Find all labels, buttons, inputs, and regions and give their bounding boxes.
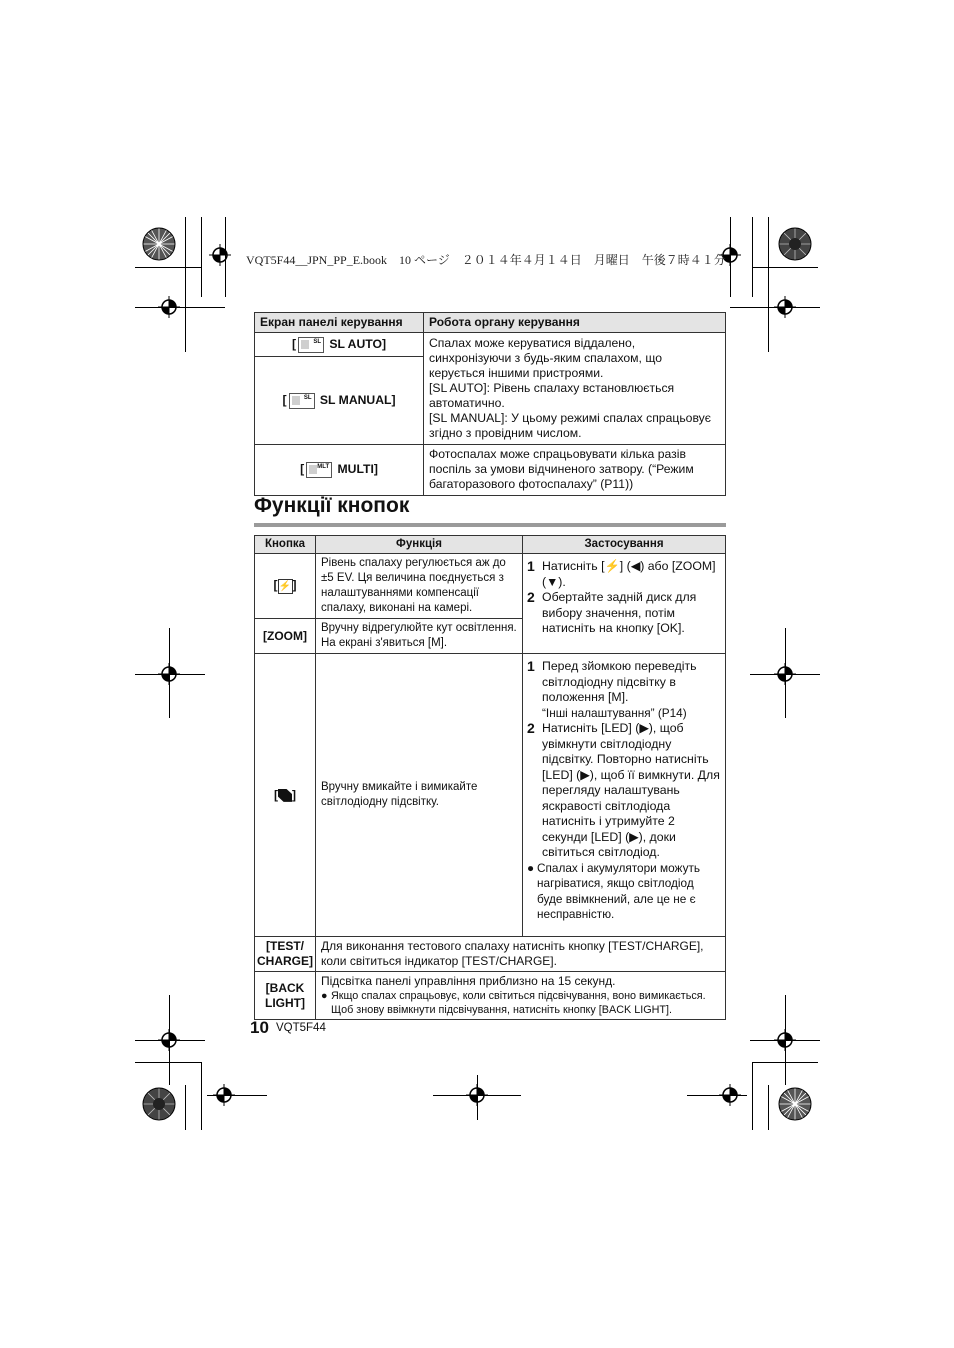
registration-mark-icon <box>719 1084 741 1106</box>
registration-mark-icon <box>774 663 796 685</box>
table-row <box>255 937 726 972</box>
note-bullet: ● Спалах і акумулятори можуть нагріватися, якщо світлодіод буде ввімкнений, але це не є несправністю. <box>527 860 701 921</box>
step-item: 1 Перед зйомкою переведіть світлодіодну підсвітку в положення [M]. “Інші налаштування” (P14) <box>527 658 697 720</box>
column-header: Робота органу керування <box>424 313 726 333</box>
section-title: Функції кнопок <box>254 494 410 517</box>
flash-function: Рівень спалаху регулюється аж до ±5 EV. Ця величина поєднується з налаштуваннями компенсації спалаху, виконані на камері. <box>316 554 523 619</box>
row-label-multi: [ MLT MULTI] <box>255 445 424 496</box>
starburst-target-icon <box>778 1087 812 1121</box>
column-header: Кнопка <box>255 536 316 554</box>
control-panel-table <box>254 312 726 496</box>
step-item: 2 Натисніть [LED] (▶), щоб увімкнути світлодіодну підсвітку. Повторно натисніть [LED] (▶), щоб її вимкнути. Для перегляду налаштувань яскравості світлодіода натисніть і утримуйте 2 секунди [LED] (▶), доки світиться світлодіод. <box>527 720 720 859</box>
column-header: Екран панелі керування <box>255 313 424 333</box>
row-label-sl-manual: [ SL SL MANUAL] <box>255 357 424 445</box>
registration-mark-icon <box>158 296 180 318</box>
flash-multi-icon: MLT <box>306 462 332 478</box>
page-number: 10 <box>250 1018 269 1037</box>
zoom-function: Вручну відрегулюйте кут освітлення. На екрані з'явиться [M]. <box>316 619 523 654</box>
registration-mark-icon <box>158 663 180 685</box>
starburst-target-icon <box>778 227 812 261</box>
registration-mark-icon <box>213 1084 235 1106</box>
test-function: Для виконання тестового спалаху натисніть кнопку [TEST/CHARGE], коли світиться індикатор [TEST/CHARGE]. <box>316 937 726 972</box>
flash-compensation-icon: ⚡ <box>278 580 292 592</box>
column-header: Застосування <box>523 536 726 554</box>
button-back-light: [BACK LIGHT] <box>255 972 316 1020</box>
table-row <box>255 333 726 357</box>
table-header-row <box>255 313 726 333</box>
print-header: VQT5F44__JPN_PP_E.book 10 ページ ２０１４年４月１４日 月曜日 午後７時４１分 <box>246 253 726 267</box>
multi-description: Фотоспалах може спрацьовувати кілька разів поспіль за умови відчиненого затвору. (“Режим багаторазового фотоспалаху” (P11)) <box>424 445 726 496</box>
registration-mark-icon <box>466 1084 488 1106</box>
table-row <box>255 554 726 619</box>
flash-application <box>523 554 726 654</box>
button-functions-table <box>254 535 726 1020</box>
row-label-sl-auto: [ SL SL AUTO] <box>255 333 424 357</box>
model-code: VQT5F44 <box>276 1022 326 1034</box>
section-divider <box>254 523 726 527</box>
registration-mark-icon <box>209 244 231 266</box>
registration-mark-icon <box>774 1029 796 1051</box>
table-row <box>255 654 726 937</box>
led-function: Вручну вмикайте і вимикайте світлодіодну підсвітку. <box>316 654 523 937</box>
starburst-target-icon <box>142 1087 176 1121</box>
step-item: 2 Обертайте задній диск для вибору значення, потім натисніть на кнопку [OK]. <box>527 589 697 635</box>
registration-mark-icon <box>158 1029 180 1051</box>
step-item: 1 Натисніть [⚡] (◀) або [ZOOM] (▼). <box>527 558 716 589</box>
led-application <box>523 654 726 937</box>
table-header-row <box>255 536 726 554</box>
flash-sl-manual-icon: SL <box>289 393 315 409</box>
table-row <box>255 972 726 1020</box>
note-bullet: ● Якщо спалах спрацьовує, коли світиться підсвічування, воно вимикається. Щоб знову ввімкнути підсвічування, натисніть кнопку [BACK LIGHT]. <box>321 990 706 1016</box>
button-test-charge: [TEST/ CHARGE] <box>255 937 316 972</box>
back-light-function: Підсвітка панелі управління приблизно на 15 секунд. ● Якщо спалах спрацьовує, коли світиться підсвічування, воно вимикається. Щоб знову ввімкнути підсвічування, натисніть кнопку [BACK LIGHT]. <box>316 972 726 1020</box>
column-header: Функція <box>316 536 523 554</box>
table-row <box>255 445 726 496</box>
sl-description: Спалах може керуватися віддалено, синхронізуючи з будь-яким спалахом, що керується іншими пристроями. [SL AUTO]: Рівень спалаху встановлюється автоматично. [SL MANUAL]: У цьому режимі спалах спрацьовує згідно з провідним числом. <box>424 333 726 445</box>
registration-mark-icon <box>774 296 796 318</box>
button-led: [ ] <box>255 654 316 937</box>
button-zoom: [ZOOM] <box>255 619 316 654</box>
starburst-target-icon <box>142 227 176 261</box>
button-flash-level: [⚡] <box>255 554 316 619</box>
led-light-icon <box>278 789 292 802</box>
flash-sl-auto-icon: SL <box>298 337 324 353</box>
